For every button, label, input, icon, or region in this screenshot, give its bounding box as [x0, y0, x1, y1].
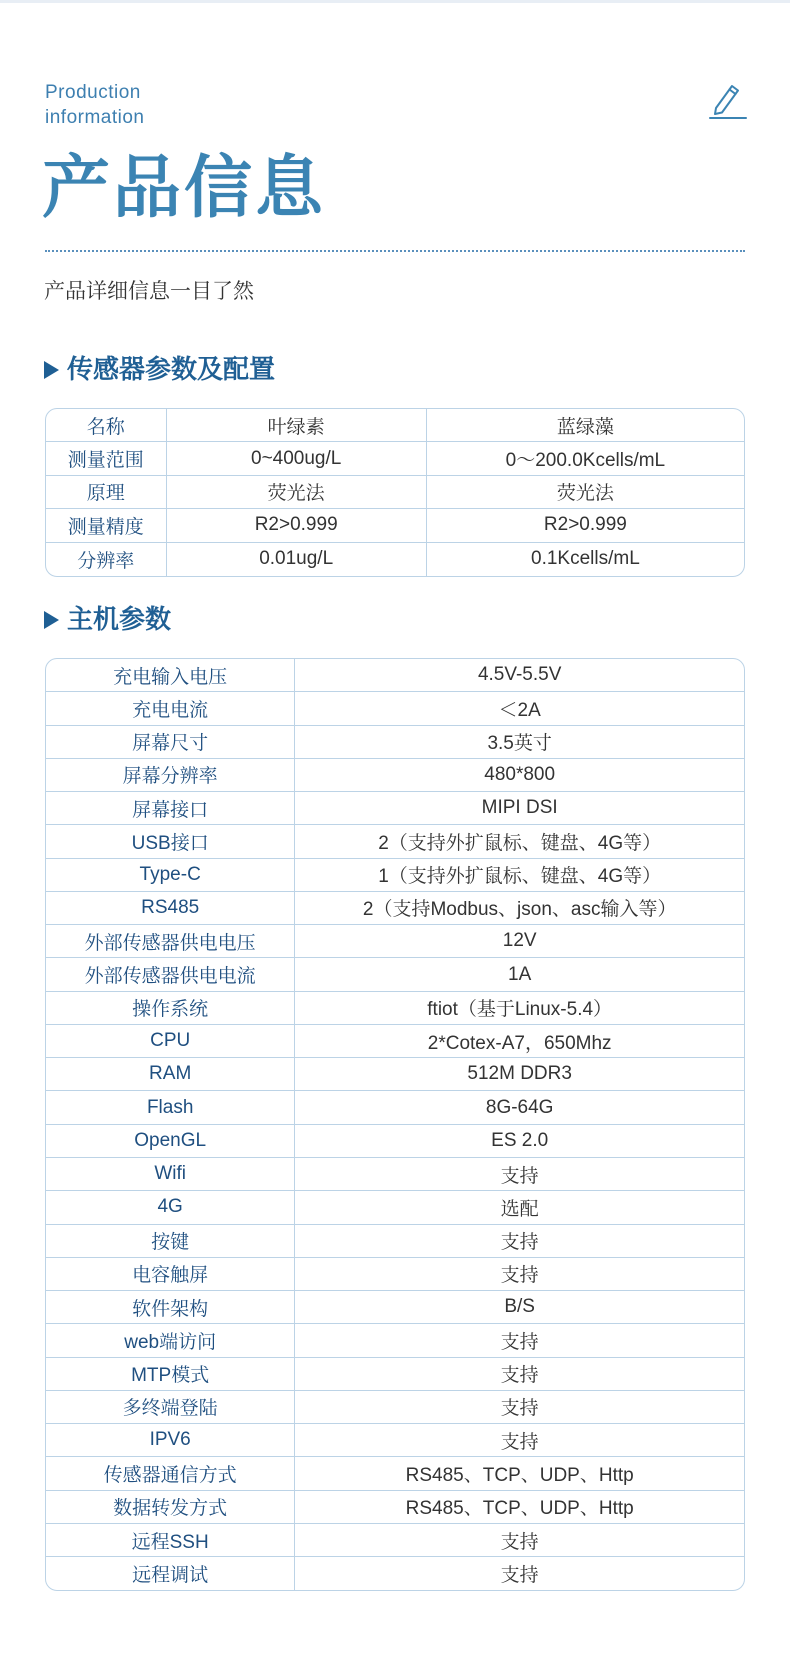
table-row: [46, 825, 744, 858]
row-label: 远程SSH: [46, 1524, 295, 1557]
table-row: [46, 692, 744, 725]
table-row: [46, 1557, 744, 1590]
row-value: 12V: [295, 925, 744, 958]
row-label: 远程调试: [46, 1557, 295, 1590]
table-row: [46, 792, 744, 825]
row-label: 操作系统: [46, 992, 295, 1025]
row-label: Type-C: [46, 859, 295, 892]
row-value: 支持: [500, 1565, 539, 1587]
table-row: [46, 726, 744, 759]
table-row: [46, 476, 744, 509]
row-value-cyanobacteria: 0～200.0Kcells/mL: [427, 442, 744, 475]
row-label: RS485: [46, 892, 295, 925]
row-label: 测量范围: [46, 442, 167, 475]
triangle-marker-icon: [44, 361, 59, 379]
table-row: [46, 1025, 744, 1058]
host-section-heading: [44, 603, 171, 637]
page-subtitle: 产品详细信息一目了然: [44, 279, 254, 303]
row-label: 屏幕尺寸: [46, 726, 295, 759]
table-row: [46, 892, 744, 925]
table-row: [46, 925, 744, 958]
table-row: [46, 992, 744, 1025]
sensor-params-table: [45, 408, 745, 577]
row-value: 512M DDR3: [295, 1058, 744, 1091]
table-row: [46, 958, 744, 991]
row-label: 分辨率: [46, 543, 167, 576]
row-label: 外部传感器供电电流: [46, 958, 295, 991]
table-row: [46, 1291, 744, 1324]
row-value: 8G-64G: [295, 1091, 744, 1124]
english-title-line1: Production: [45, 82, 141, 103]
row-label: 名称: [46, 409, 167, 442]
row-value: 支持: [295, 1424, 744, 1457]
row-label: RAM: [46, 1058, 295, 1091]
row-value: 2（支持外扩鼠标、键盘、4G等）: [295, 825, 744, 858]
row-label: 传感器通信方式: [46, 1457, 295, 1490]
table-row: [46, 1058, 744, 1091]
host-section-title: 主机参数: [67, 605, 172, 635]
row-value: 1（支持外扩鼠标、键盘、4G等）: [295, 859, 744, 892]
row-label: 软件架构: [46, 1291, 295, 1324]
row-value: 支持: [295, 1324, 744, 1357]
table-row: [46, 1125, 744, 1158]
table-row: [46, 1225, 744, 1258]
table-row: [46, 1258, 744, 1291]
row-value: ＜2A: [295, 692, 744, 725]
table-row: [46, 859, 744, 892]
row-value: 1A: [295, 958, 744, 991]
row-label: 按键: [46, 1225, 295, 1258]
row-value: 支持: [295, 1358, 744, 1391]
table-row: [46, 1424, 744, 1457]
row-label: CPU: [46, 1025, 295, 1058]
row-value: 4.5V-5.5V: [295, 659, 744, 692]
row-value: ES 2.0: [295, 1125, 744, 1158]
table-row: [46, 1391, 744, 1424]
table-row: [46, 1158, 744, 1191]
row-label: 外部传感器供电电压: [46, 925, 295, 958]
table-row: [46, 1491, 744, 1524]
row-value-chlorophyll: 0~400ug/L: [167, 442, 427, 475]
row-label: 屏幕分辨率: [46, 759, 295, 792]
pen-icon: [708, 82, 748, 120]
row-value: 480*800: [295, 759, 744, 792]
triangle-marker-icon: [44, 611, 59, 629]
row-label: 充电电流: [46, 692, 295, 725]
table-row: [46, 409, 744, 442]
row-value-chlorophyll: 叶绿素: [167, 409, 427, 442]
row-value: 支持: [295, 1225, 744, 1258]
row-label: 电容触屏: [46, 1258, 295, 1291]
row-value: 支持: [295, 1258, 744, 1291]
row-value: RS485、TCP、UDP、Http: [295, 1457, 744, 1490]
table-row: [46, 1457, 744, 1490]
row-value-cyanobacteria: R2>0.999: [427, 509, 744, 542]
row-label: MTP模式: [46, 1358, 295, 1391]
row-label: OpenGL: [46, 1125, 295, 1158]
row-label: 屏幕接口: [46, 792, 295, 825]
row-label: Wifi: [46, 1158, 295, 1191]
row-label: Flash: [46, 1091, 295, 1124]
top-divider: [0, 0, 790, 3]
english-title: [45, 80, 145, 130]
row-label: IPV6: [46, 1424, 295, 1457]
row-value-chlorophyll: 荧光法: [167, 476, 427, 509]
table-row: [46, 1358, 744, 1391]
page-title: 产品信息: [42, 148, 327, 228]
table-row: [46, 759, 744, 792]
row-label: 数据转发方式: [46, 1491, 295, 1524]
row-value: 支持: [295, 1158, 744, 1191]
host-params-table: [45, 658, 745, 1591]
dotted-divider: [45, 250, 745, 252]
table-row: [46, 543, 744, 576]
row-label: USB接口: [46, 825, 295, 858]
table-row: [46, 1191, 744, 1224]
row-value-cyanobacteria: 0.1Kcells/mL: [531, 548, 640, 570]
row-value-chlorophyll: 0.01ug/L: [167, 543, 427, 576]
row-value: 2*Cotex-A7，650Mhz: [295, 1025, 744, 1058]
row-value-chlorophyll: R2>0.999: [167, 509, 427, 542]
row-label: web端访问: [46, 1324, 295, 1357]
row-value: 2（支持Modbus、json、asc输入等）: [295, 892, 744, 925]
row-label: 原理: [46, 476, 167, 509]
row-value: 3.5英寸: [295, 726, 744, 759]
row-value: 选配: [295, 1191, 744, 1224]
row-value-cyanobacteria: 荧光法: [427, 476, 744, 509]
table-row: [46, 659, 744, 692]
row-value: ftiot（基于Linux-5.4）: [295, 992, 744, 1025]
row-value-cyanobacteria: 蓝绿藻: [427, 409, 744, 442]
table-row: [46, 1324, 744, 1357]
sensor-section-title: 传感器参数及配置: [67, 355, 276, 385]
row-label: 测量精度: [46, 509, 167, 542]
row-value: RS485、TCP、UDP、Http: [295, 1491, 744, 1524]
table-row: [46, 1524, 744, 1557]
row-value: B/S: [295, 1291, 744, 1324]
table-row: [46, 509, 744, 542]
row-value: 支持: [295, 1391, 744, 1424]
table-row: [46, 1091, 744, 1124]
english-title-line2: information: [45, 107, 145, 128]
table-row: [46, 442, 744, 475]
row-value: MIPI DSI: [295, 792, 744, 825]
row-value: 支持: [295, 1524, 744, 1557]
sensor-section-heading: [44, 353, 275, 387]
row-label: 多终端登陆: [46, 1391, 295, 1424]
row-label: 充电输入电压: [46, 659, 295, 692]
row-label: 4G: [46, 1191, 295, 1224]
